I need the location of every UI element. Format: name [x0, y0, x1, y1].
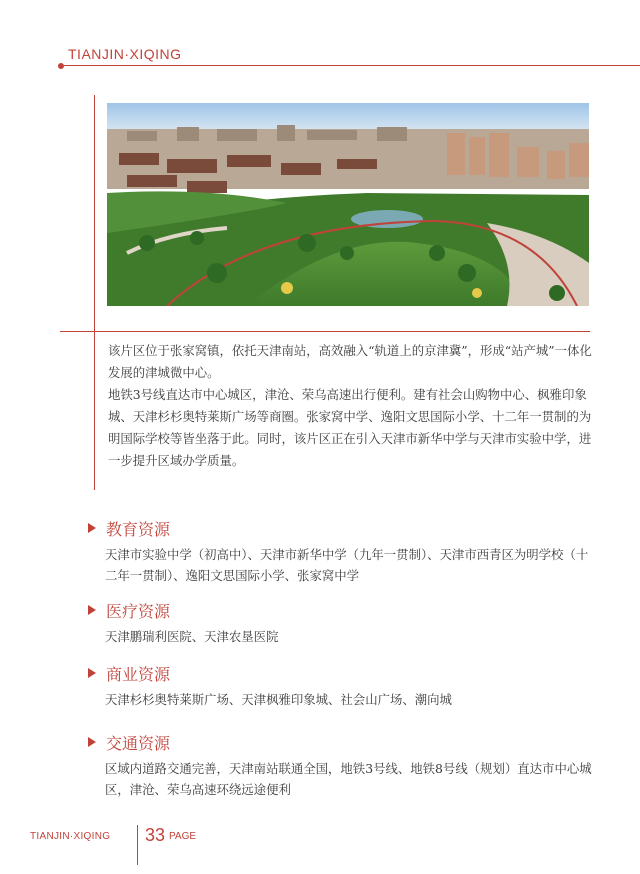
page-word: PAGE [169, 831, 197, 842]
section-commerce [88, 661, 598, 710]
header-rule [64, 65, 640, 66]
footer-label: TIANJIN·XIQING [30, 831, 111, 842]
intro-paragraph: 该片区位于张家窝镇，依托天津南站，高效融入“轨道上的京津冀”，形成“站产城”一体化发展的津城微中心。 [108, 343, 592, 380]
section-title: 商业资源 [106, 664, 171, 684]
section-title: 教育资源 [106, 519, 171, 539]
page-number: 33 [145, 825, 166, 845]
section-title: 交通资源 [106, 733, 171, 753]
section-body: 区域内道路交通完善，天津南站联通全国，地铁3号线、地铁8号线（规划）直达市中心城区，津沧、荣乌高速环绕远途便利 [105, 761, 592, 797]
section-body: 天津市实验中学（初高中）、天津市新华中学（九年一贯制）、天津市西青区为明学校（十二年一贯制）、逸阳文思国际小学、张家窝中学 [105, 547, 589, 583]
triangle-bullet-icon [88, 523, 96, 533]
section-medical [88, 598, 598, 647]
section-transport [88, 730, 598, 800]
section-body: 天津杉杉奥特莱斯广场、天津枫雅印象城、社会山广场、潮向城 [105, 692, 452, 707]
header-title: TIANJIN·XIQING [68, 46, 182, 62]
triangle-bullet-icon [88, 737, 96, 747]
triangle-bullet-icon [88, 605, 96, 615]
aerial-city-photo [107, 103, 589, 306]
vertical-rule [94, 95, 95, 490]
horizontal-rule [60, 331, 590, 332]
section-body: 天津鹏瑞利医院、天津农垦医院 [105, 629, 279, 644]
intro-paragraph: 地铁3号线直达市中心城区，津沧、荣乌高速出行便利。建有社会山购物中心、枫雅印象城、天津杉杉奥特莱斯广场等商圈。张家窝中学、逸阳文思国际小学、十二年一贯制的为明国际学校等皆坐落于此。同时，该片区正在引入天津市新华中学与天津市实验中学，进一步提升区域办学质量。 [108, 387, 592, 468]
section-education [88, 516, 598, 586]
section-title: 医疗资源 [106, 601, 171, 621]
footer-divider [137, 825, 138, 865]
intro-text [108, 340, 594, 472]
header-dot [58, 63, 64, 69]
triangle-bullet-icon [88, 668, 96, 678]
